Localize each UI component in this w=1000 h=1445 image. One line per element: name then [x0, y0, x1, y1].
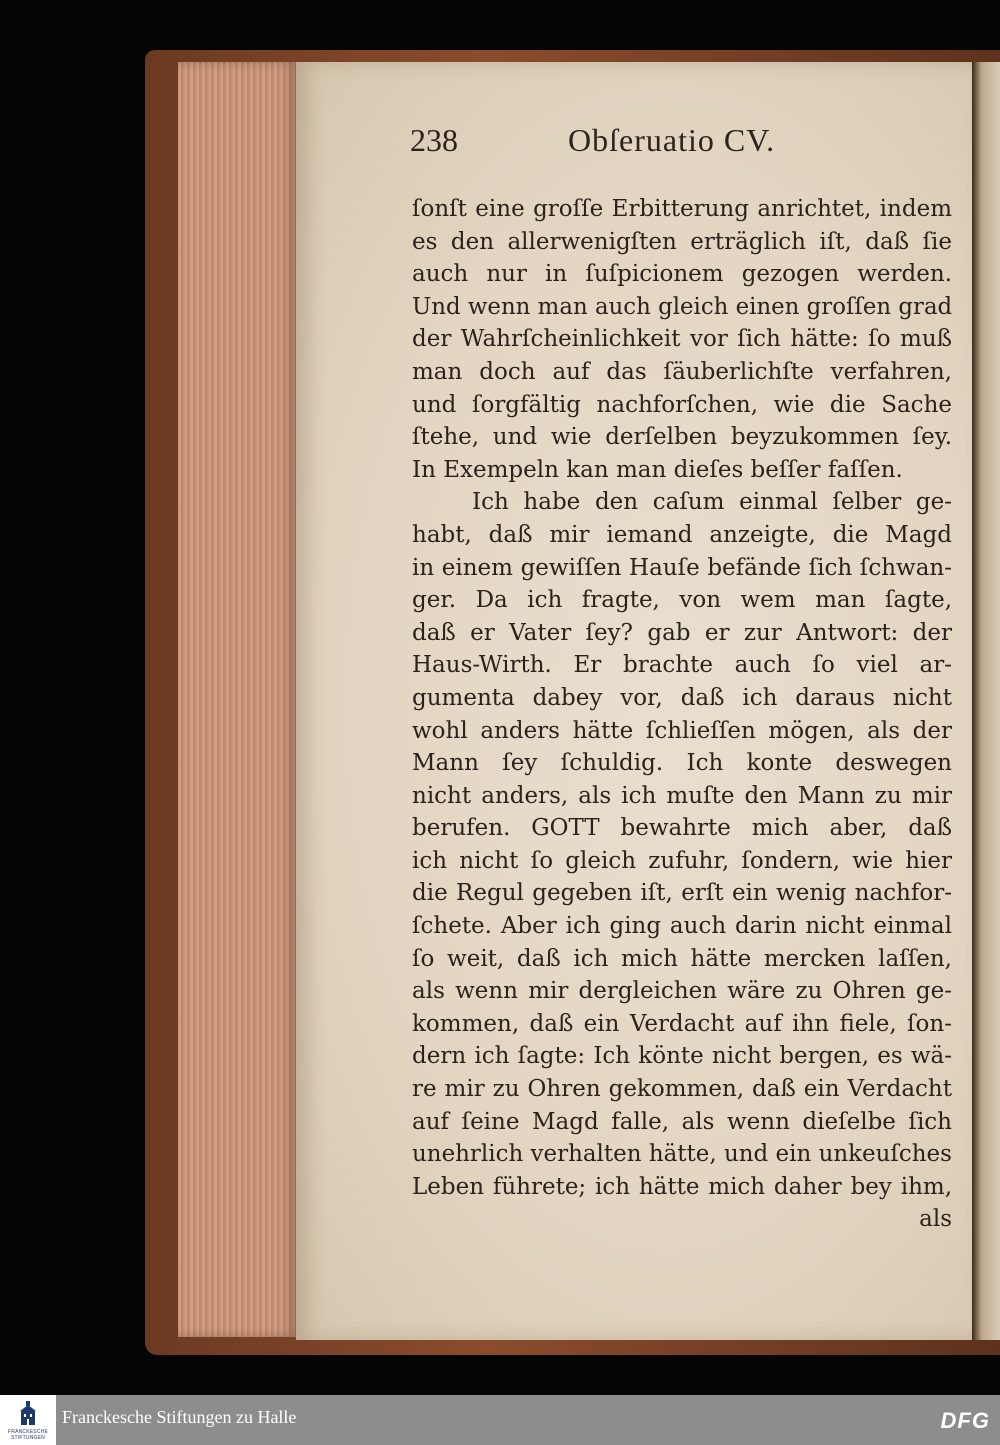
- text-line: man doch auf das ſäuberlichſte verfahren,: [412, 358, 952, 385]
- body-text: [412, 193, 952, 1236]
- footer-bar: [0, 1395, 1000, 1445]
- text-line: es den allerwenigſten erträglich iſt, daß ſie: [412, 228, 952, 255]
- text-line: Haus-Wirth. Er brachte auch ſo viel ar-: [412, 652, 952, 679]
- text-line: berufen. GOTT bewahrte mich aber, daß: [412, 815, 952, 842]
- logo-caption: FRANCKESCHE STIFTUNGEN: [8, 1429, 48, 1441]
- text-line: Mann ſey ſchuldig. Ich konte deswegen: [412, 750, 952, 777]
- text-line: gumenta dabey vor, daß ich daraus nicht: [412, 684, 952, 711]
- text-line: der Wahrſcheinlichkeit vor ſich hätte: ſo muß: [412, 326, 952, 353]
- text-line: Ich habe den caſum einmal ſelber ge-: [472, 489, 952, 516]
- text-line: In Exempeln kan man dieſes beſſer faſſen.: [412, 456, 903, 483]
- text-line: daß er Vater ſey? gab er zur Antwort: der: [412, 619, 952, 646]
- text-line: re mir zu Ohren gekommen, daß ein Verdacht: [412, 1076, 952, 1103]
- text-line: ſchete. Aber ich ging auch darin nicht einmal: [412, 913, 952, 940]
- text-line: habt, daß mir iemand anzeigte, die Magd: [412, 521, 952, 548]
- text-line: kommen, daß ein Verdacht auf ihn fiele, ſon-: [412, 1010, 952, 1037]
- text-line: ich nicht ſo gleich zufuhr, ſondern, wie hier: [412, 847, 952, 874]
- text-line: Leben führete; ich hätte mich daher bey ihm,: [412, 1173, 952, 1200]
- text-line: Und wenn man auch gleich einen groſſen grad: [412, 293, 953, 320]
- text-line: als wenn mir dergleichen wäre zu Ohren ge-: [412, 978, 952, 1005]
- holding-institution: Franckesche Stiftungen zu Halle: [62, 1407, 297, 1427]
- text-line: dern ich ſagte: Ich könte nicht bergen, es wä-: [412, 1043, 952, 1070]
- text-line: nicht anders, als ich muſte den Mann zu mir: [412, 782, 952, 809]
- text-line: auf ſeine Magd falle, als wenn dieſelbe ſich: [412, 1108, 952, 1135]
- text-line: ſo weit, daß ich mich hätte mercken laſſen,: [412, 945, 952, 972]
- orphanage-building-icon: [18, 1401, 38, 1427]
- text-line: die Regul gegeben iſt, erſt ein wenig nachfor-: [412, 880, 952, 907]
- text-line: ſonſt eine groſſe Erbitterung anrichtet, indem: [412, 196, 952, 222]
- page-edges: [178, 62, 296, 1337]
- running-title: Obſeruatio CV.: [568, 122, 776, 158]
- page-gutter: [972, 62, 1000, 1340]
- institution-logo[interactable]: [0, 1395, 56, 1445]
- text-line: ger. Da ich fragte, von wem man ſagte,: [412, 587, 952, 614]
- page-number: 238: [410, 122, 458, 158]
- text-line: wohl anders hätte ſchlieſſen mögen, als der: [412, 717, 952, 744]
- page-header: [410, 122, 950, 170]
- text-line: ſtehe, und wie derſelben beyzukommen ſey.: [412, 424, 952, 451]
- text-line: in einem gewiſſen Hauſe befände ſich ſchwan-: [412, 554, 952, 581]
- dfg-logo: DFG: [940, 1408, 990, 1433]
- text-line: und ſorgfältig nachforſchen, wie die Sache: [412, 391, 952, 418]
- text-line: auch nur in ſuſpicionem gezogen werden.: [412, 261, 952, 288]
- text-line: unehrlich verhalten hätte, und ein unkeuſches: [412, 1141, 952, 1168]
- catchword: als: [919, 1206, 952, 1233]
